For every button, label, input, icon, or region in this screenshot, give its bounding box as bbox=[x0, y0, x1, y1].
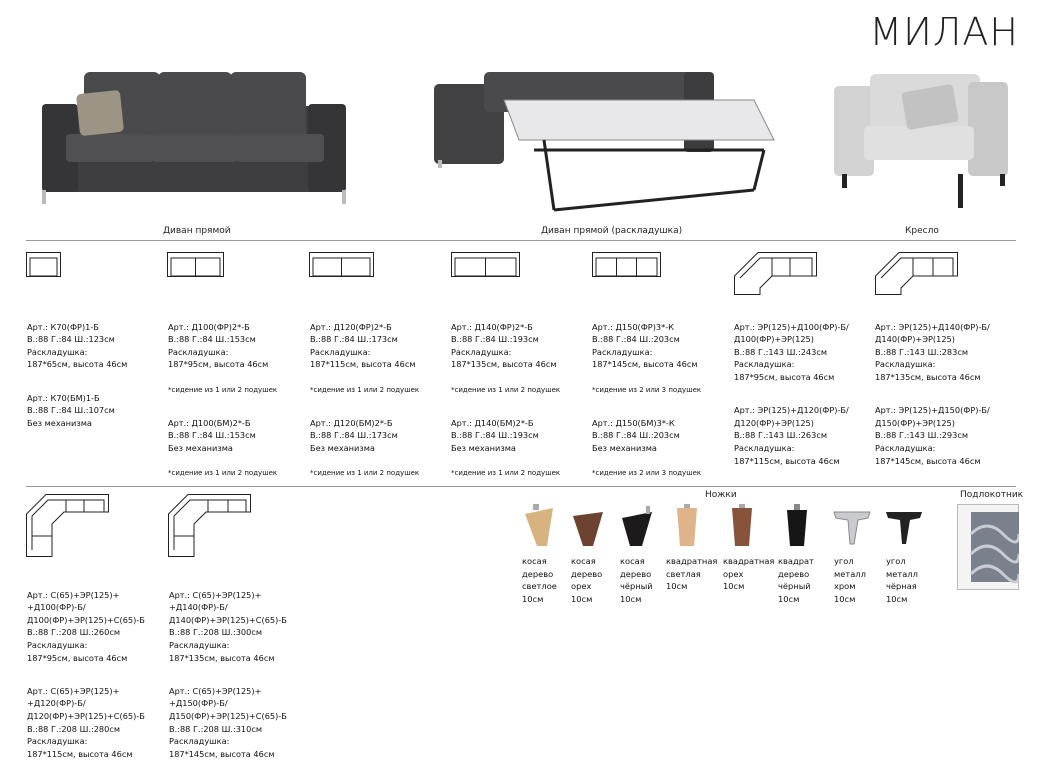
leg-slant-black-icon bbox=[620, 504, 654, 548]
schema-corner-d100-icon bbox=[734, 250, 818, 296]
spec-item: Арт.: ЭР(125)+Д120(ФР)-Б/ Д120(ФР)+ЭР(125) В.:88 Г.:143 Ш.:263см Раскладушка: 187*115см, высота 46см bbox=[734, 405, 849, 466]
spec-item: Арт.: ЭР(125)+Д150(ФР)-Б/ Д150(ФР)+ЭР(125) В.:88 Г.:143 Ш.:293см Раскладушка: 187*145см, высота 46см bbox=[875, 405, 990, 466]
spec-item: Арт.: Д150(ФР)3*-К В.:88 Г.:84 Ш.:203см Раскладушка: 187*145см, высота 46см bbox=[592, 321, 698, 370]
sofabed-photo bbox=[434, 70, 780, 214]
leg-label: косая дерево чёрный 10см bbox=[620, 556, 653, 604]
schema-d100-icon bbox=[167, 252, 225, 278]
spec-item: Арт.: С(65)+ЭР(125)+ +Д150(ФР)-Б/ Д150(ФР)+ЭР(125)+С(65)-Б В.:88 Г.:208 Ш.:310см Раскладушка: 187*145см, высота 46см bbox=[169, 685, 287, 759]
spec-item: Арт.: Д140(БМ)2*-Б В.:88 Г.:84 Ш.:193см Без механизма bbox=[451, 417, 539, 453]
spec-col-0 bbox=[27, 308, 162, 450]
divider-top bbox=[26, 240, 1016, 241]
spec-item: Арт.: Д100(ФР)2*-Б В.:88 Г.:84 Ш.:153см Раскладушка: 187*95см, высота 46см bbox=[168, 321, 269, 370]
category-straight: Диван прямой bbox=[163, 226, 231, 236]
leg-square-light-icon bbox=[674, 504, 700, 548]
leg-label: косая дерево орех 10см bbox=[571, 556, 603, 604]
spec-item: Арт.: С(65)+ЭР(125)+ +Д140(ФР)-Б/ Д140(ФР)+ЭР(125)+С(65)-Б В.:88 Г.:208 Ш.:300см Раскладушка: 187*135см, высота 46см bbox=[169, 589, 287, 663]
leg-metal-black-icon bbox=[884, 508, 924, 548]
leg-shape bbox=[525, 508, 553, 546]
spec-item: Арт.: К70(ФР)1-Б В.:88 Г.:84 Ш.:123см Раскладушка: 187*65см, высота 46см bbox=[27, 321, 128, 370]
leg-label: квадрат дерево чёрный 10см bbox=[778, 556, 814, 604]
spec-col-4 bbox=[592, 308, 730, 492]
spec-col-6 bbox=[875, 308, 1015, 480]
leg-metal-chrome-icon bbox=[832, 508, 872, 548]
leg-label: косая дерево светлое 10см bbox=[522, 556, 557, 604]
leg-label: угол металл чёрная 10см bbox=[886, 556, 918, 604]
schema-d140-icon bbox=[451, 252, 521, 278]
spec-item: Арт.: С(65)+ЭР(125)+ +Д100(ФР)-Б/ Д100(ФР)+ЭР(125)+С(65)-Б В.:88 Г.:208 Ш.:260см Раскладушка: 187*95см, высота 46см bbox=[27, 589, 145, 663]
schema-d150-icon bbox=[592, 252, 662, 278]
leg-shape bbox=[677, 508, 697, 546]
schema-corner-d140-icon bbox=[875, 250, 959, 296]
armrest-photo bbox=[957, 504, 1019, 590]
spec-item: Арт.: ЭР(125)+Д140(ФР)-Б/ Д140(ФР)+ЭР(125) В.:88 Г.:143 Ш.:283см Раскладушка: 187*135см, высота 46см bbox=[875, 321, 990, 382]
leg-shape bbox=[886, 512, 922, 544]
leg-label: угол металл хром 10см bbox=[834, 556, 866, 604]
armchair-photo bbox=[834, 70, 1010, 210]
spec-note: *сидение из 2 или 3 подушек bbox=[592, 385, 702, 394]
spec-col-2 bbox=[310, 308, 448, 492]
sofa-photo bbox=[36, 68, 348, 208]
spec-note: *сидение из 1 или 2 подушек bbox=[168, 469, 278, 478]
leg-square-black-icon bbox=[784, 504, 810, 548]
page-title: МИЛАН bbox=[869, 10, 1019, 54]
spec-col-r2-1 bbox=[169, 576, 309, 773]
spec-note: *сидение из 1 или 2 подушек bbox=[310, 469, 420, 478]
schema-corner-s65-d100-icon bbox=[26, 492, 110, 558]
leg-shape bbox=[573, 512, 603, 546]
spec-note: *сидение из 1 или 2 подушек bbox=[451, 469, 561, 478]
spec-item: Арт.: Д140(ФР)2*-Б В.:88 Г.:84 Ш.:193см Раскладушка: 187*135см, высота 46см bbox=[451, 321, 557, 370]
spec-item: Арт.: Д100(БМ)2*-Б В.:88 Г.:84 Ш.:153см Без механизма bbox=[168, 417, 256, 453]
spec-note: *сидение из 1 или 2 подушек bbox=[310, 385, 420, 394]
leg-shape bbox=[834, 512, 870, 544]
schema-d120-icon bbox=[309, 252, 375, 278]
spec-item: Арт.: С(65)+ЭР(125)+ +Д120(ФР)-Б/ Д120(ФР)+ЭР(125)+С(65)-Б В.:88 Г.:208 Ш.:280см Раскладушка: 187*115см, высота 46см bbox=[27, 685, 145, 759]
armrest-title: Подлокотник bbox=[960, 490, 1024, 500]
spec-note: *сидение из 1 или 2 подушек bbox=[168, 385, 278, 394]
spec-col-1 bbox=[168, 308, 306, 492]
leg-label: квадратная орех 10см bbox=[723, 556, 775, 592]
divider-bottom bbox=[26, 486, 1016, 487]
leg-slant-light-icon bbox=[523, 504, 557, 548]
leg-shape bbox=[622, 512, 652, 546]
schema-armchair-icon bbox=[26, 252, 62, 278]
leg-square-walnut-icon bbox=[729, 504, 755, 548]
spec-item: Арт.: Д150(БМ)3*-К В.:88 Г.:84 Ш.:203см Без механизма bbox=[592, 417, 680, 453]
spec-item: Арт.: К70(БМ)1-Б В.:88 Г.:84 Ш.:107см Без механизма bbox=[27, 392, 115, 428]
leg-shape bbox=[732, 508, 752, 546]
spec-item: Арт.: Д120(ФР)2*-Б В.:88 Г.:84 Ш.:173см Раскладушка: 187*115см, высота 46см bbox=[310, 321, 416, 370]
category-armchair: Кресло bbox=[905, 226, 939, 236]
category-sofabed: Диван прямой (раскладушка) bbox=[541, 226, 683, 236]
spec-col-3 bbox=[451, 308, 589, 492]
schema-corner-s65-d140-icon bbox=[168, 492, 252, 558]
spec-note: *сидение из 1 или 2 подушек bbox=[451, 385, 561, 394]
leg-shape bbox=[787, 510, 807, 546]
leg-slant-walnut-icon bbox=[571, 504, 605, 548]
spec-item: Арт.: Д120(БМ)2*-Б В.:88 Г.:84 Ш.:173см Без механизма bbox=[310, 417, 398, 453]
leg-label: квадратная светлая 10см bbox=[666, 556, 718, 592]
legs-title: Ножки bbox=[705, 490, 737, 500]
spec-col-5 bbox=[734, 308, 872, 480]
spec-item: Арт.: ЭР(125)+Д100(ФР)-Б/ Д100(ФР)+ЭР(125) В.:88 Г.:143 Ш.:243см Раскладушка: 187*95см, высота 46см bbox=[734, 321, 849, 382]
spec-note: *сидение из 2 или 3 подушек bbox=[592, 469, 702, 478]
spec-col-r2-0 bbox=[27, 576, 165, 773]
